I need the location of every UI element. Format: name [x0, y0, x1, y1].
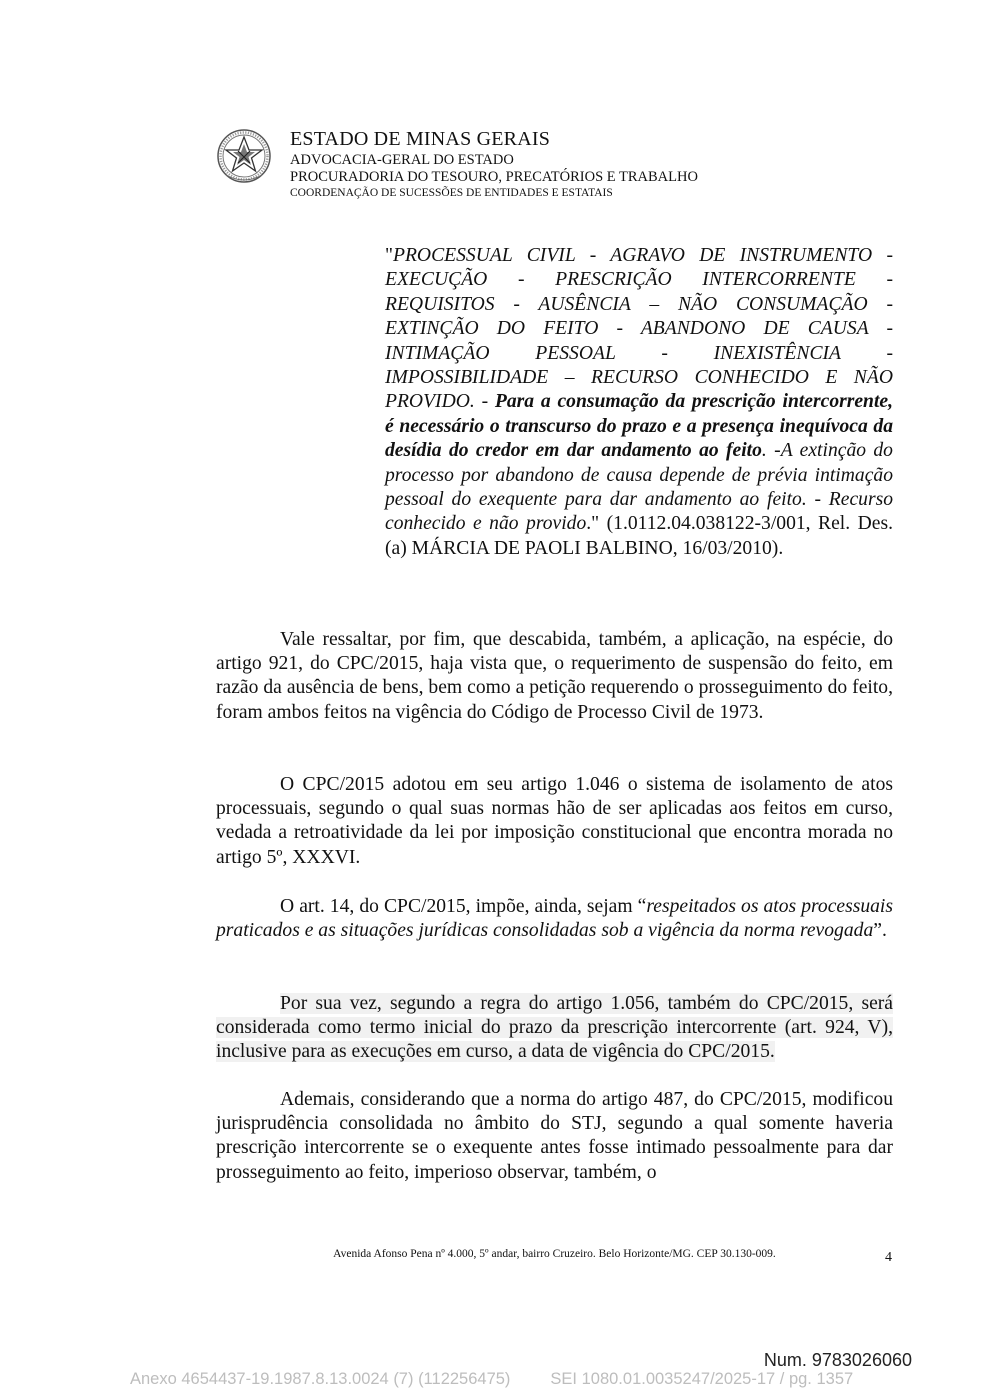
paragraph-3-italic: respeitados os atos processuais praticados e as situações jurídicas consolidadas sob a vigência da norma revogada: [216, 896, 894, 942]
quote-open: ": [385, 245, 393, 266]
department-name: PROCURADORIA DO TESOURO, PRECATÓRIOS E TRABALHO: [290, 168, 698, 185]
page-number: 4: [885, 1250, 892, 1265]
sei-reference: SEI 1080.01.0035247/2025-17 / pg. 1357: [550, 1370, 854, 1388]
quote-bold: Para a consumação da prescrição intercorrente, é necessário o transcurso do prazo e a presença inequívoca da desídia do credor em dar andamento ao feito: [385, 391, 893, 462]
paragraph-3-end: ”.: [873, 920, 887, 942]
annex-reference: Anexo 4654437-19.1987.8.13.0024 (7) (112256475): [130, 1370, 511, 1388]
paragraph-3: [216, 895, 893, 943]
annex-stamp: [130, 1370, 854, 1389]
quote-ementa: PROCESSUAL CIVIL - AGRAVO DE INSTRUMENTO - EXECUÇÃO - PRESCRIÇÃO INTERCORRENTE - REQUISITOS - AUSÊNCIA – NÃO CONSUMAÇÃO - EXTINÇÃO DO FEITO - ABANDONO DE CAUSA - INTIMAÇÃO PESSOAL - INEXISTÊNCIA - IMPOSSIBILIDADE – RECURSO CONHECIDO E NÃO PROVIDO. -: [385, 245, 893, 413]
agency-name: ADVOCACIA-GERAL DO ESTADO: [290, 151, 514, 168]
state-seal-icon: [216, 127, 272, 185]
state-name: ESTADO DE MINAS GERAIS: [290, 128, 551, 150]
paragraph-2: O CPC/2015 adotou em seu artigo 1.046 o sistema de isolamento de atos processuais, segundo o qual suas normas hão de ser aplicadas aos feitos em curso, vedada a retroatividade da lei por imposição constitucional que encontra morada no artigo 5º, XXXVI.: [216, 774, 893, 868]
jurisprudence-quote: [385, 244, 893, 561]
quote-rest: . -A extinção do processo por abandono de causa depende de prévia intimação pessoal do exequente para dar andamento ao feito. - Recurso conhecido e não provido: [385, 440, 893, 535]
document-number: Num. 9783026060: [763, 1350, 912, 1370]
quote-citation: ." (1.0112.04.038122-3/001, Rel. Des. (a) MÁRCIA DE PAOLI BALBINO, 16/03/2010).: [385, 513, 894, 559]
coordination-name: COORDENAÇÃO DE SUCESSÕES DE ENTIDADES E ESTATAIS: [290, 186, 613, 199]
paragraph-4-text: Por sua vez, segundo a regra do artigo 1.056, também do CPC/2015, será considerada como termo inicial do prazo da prescrição intercorrente (art. 924, V), inclusive para as execuções em curso, a data de vigência do CPC/2015.: [216, 993, 893, 1063]
footer-address: Avenida Afonso Pena nº 4.000, 5º andar, bairro Cruzeiro. Belo Horizonte/MG. CEP 30.130-009.: [333, 1248, 776, 1260]
paragraph-5: Ademais, considerando que a norma do artigo 487, do CPC/2015, modificou jurisprudência consolidada no âmbito do STJ, segundo a qual somente haveria prescrição intercorrente se o exequente antes fosse intimado pessoalmente para dar prosseguimento ao feito, imperioso observar, também, o: [216, 1089, 893, 1183]
paragraph-3-start: O art. 14, do CPC/2015, impõe, ainda, sejam “: [280, 896, 647, 917]
letterhead: [290, 128, 698, 200]
paragraph-4: [216, 992, 893, 1065]
paragraph-1: Vale ressaltar, por fim, que descabida, também, a aplicação, na espécie, do artigo 921, do CPC/2015, haja vista que, o requerimento de suspensão do feito, em razão da ausência de bens, bem como a petição requerendo o prosseguimento do feito, foram ambos feitos na vigência do Código de Processo Civil de 1973.: [216, 629, 893, 723]
